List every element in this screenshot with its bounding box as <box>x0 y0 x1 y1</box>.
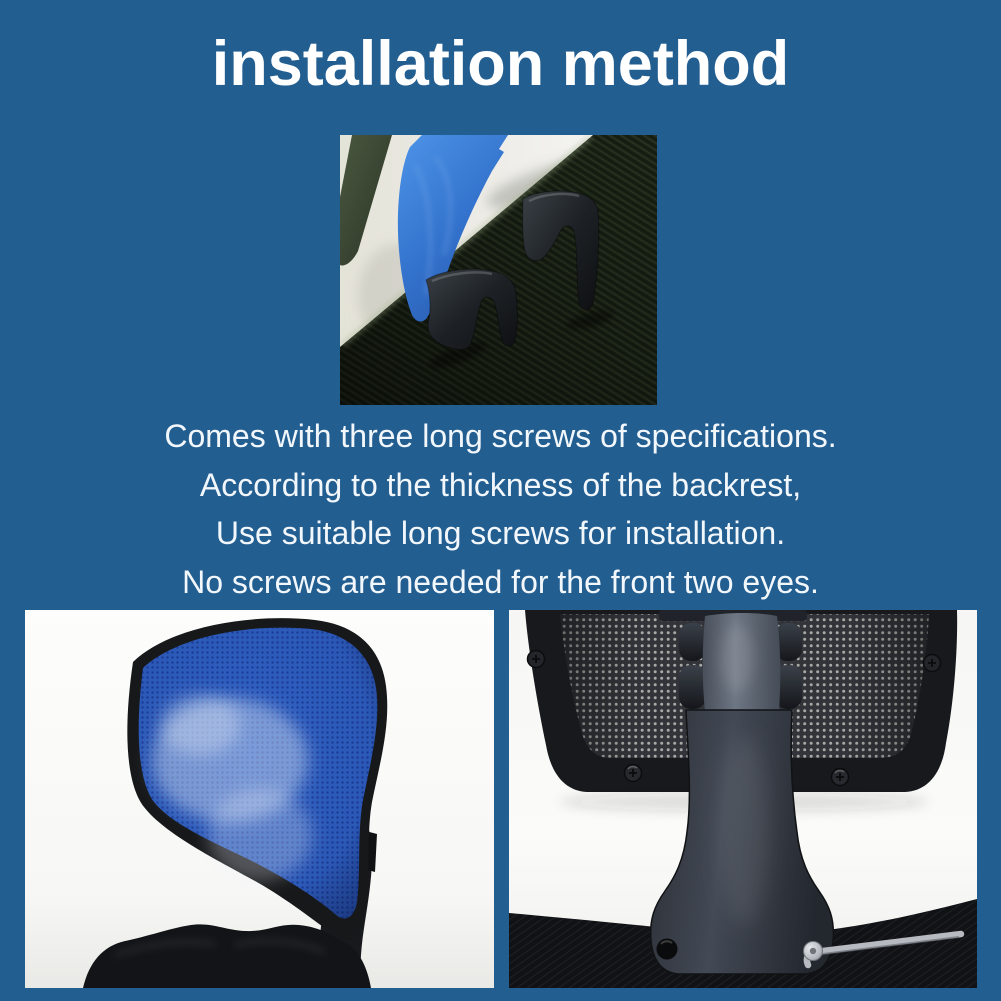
mesh-highlight <box>208 789 312 881</box>
caption-line: Comes with three long screws of specifications. <box>164 418 837 454</box>
foot-screw <box>657 939 678 960</box>
top-photo <box>340 135 657 405</box>
headrest-front-illustration <box>25 610 494 988</box>
page-title: installation method <box>211 29 790 99</box>
caption-line: Use suitable long screws for installation. <box>215 515 786 551</box>
screw <box>625 765 642 782</box>
screw <box>924 655 941 672</box>
bracket-rear-illustration <box>509 610 977 988</box>
screw <box>528 651 545 668</box>
caption-line: No screws are needed for the front two eyes. <box>182 563 819 600</box>
caption <box>0 412 1001 606</box>
bottom-right-photo <box>509 610 977 988</box>
top-photo-illustration <box>340 135 657 405</box>
caption-line: According to the thickness of the backrest, <box>199 466 802 503</box>
mounting-hook-front <box>426 269 517 350</box>
mesh-highlight <box>160 695 240 755</box>
screw <box>832 769 849 786</box>
bottom-left-photo <box>25 610 494 988</box>
